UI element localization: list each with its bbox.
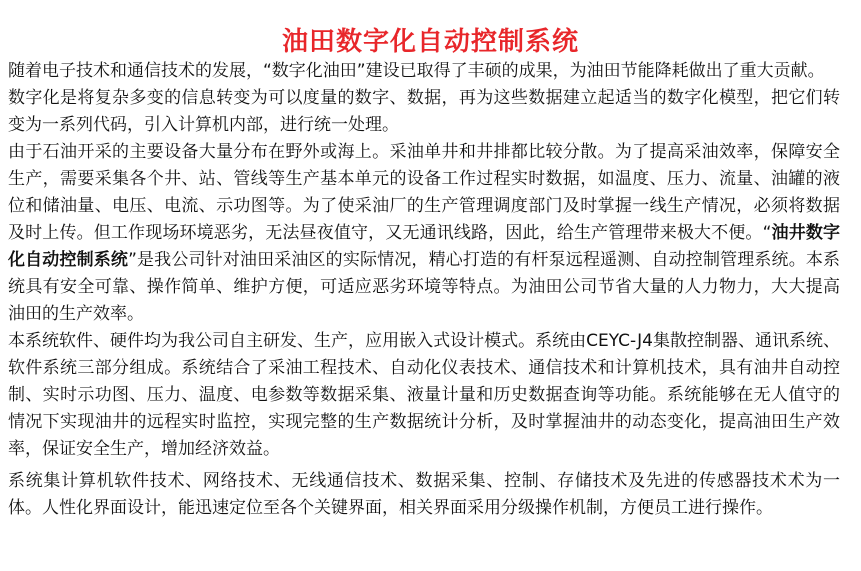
paragraph-background-text: 由于石油开采的主要设备大量分布在野外或海上。采油单井和井排都比较分散。为了提高采油效率，保障安全生产，需要采集各个井、站、管线等生产基本单元的设备工作过程实时数据，如温度、压力、流量、油罐的液位和储油量、电压、电流、示功图等。为了使采油厂的生产管理调度部门及时掌握一线生产情况，必须将数据及时上传。但工作现场环境恶劣，无法昼夜值守，又无通讯线路，因此，给生产管理带来极大不便。“ [8,142,840,243]
document-body [8,58,840,522]
document-title: 油田数字化自动控制系统 [281,27,579,57]
paragraph-digitization: 数字化是将复杂多变的信息转变为可以度量的数字、数据，再为这些数据建立起适当的数字化模型，把它们转变为一系列代码，引入计算机内部，进行统一处理。 [8,88,840,135]
paragraph-background [8,139,840,328]
paragraph-integration: 系统集计算机软件技术、网络技术、无线通信技术、数据采集、控制、存储技术及先进的传感器技术术为一体。人性化界面设计，能迅速定位至各个关键界面，相关界面采用分级操作机制，方便员工进行操作。 [8,471,840,518]
paragraph-intro: 随着电子技术和通信技术的发展，“数字化油田”建设已取得了丰硕的成果，为油田节能降耗做出了重大贡献。 [8,61,825,81]
system-name-emphasis: 油井数字化自动控制系统 [8,223,841,270]
paragraph-background-text-cont: ”是我公司针对油田采油区的实际情况，精心打造的有杆泵远程遥测、自动控制管理系统。本系统具有安全可靠、操作简单、维护方便，可适应恶劣环境等特点。为油田公司节省大量的人力物力，大大提高油田的生产效率。 [8,250,841,324]
paragraph-architecture: 本系统软件、硬件均为我公司自主研发、生产，应用嵌入式设计模式。系统由CEYC-J4集散控制器、通讯系统、软件系统三部分组成。系统结合了采油工程技术、自动化仪表技术、通信技术和计算机技术，具有油井自动控制、实时示功图、压力、温度、电参数等数据采集、液量计量和历史数据查询等功能。系统能够在无人值守的情况下实现油井的远程实时监控，实现完整的生产数据统计分析，及时掌握油井的动态变化，提高油田生产效率，保证安全生产，增加经济效益。 [8,331,840,459]
